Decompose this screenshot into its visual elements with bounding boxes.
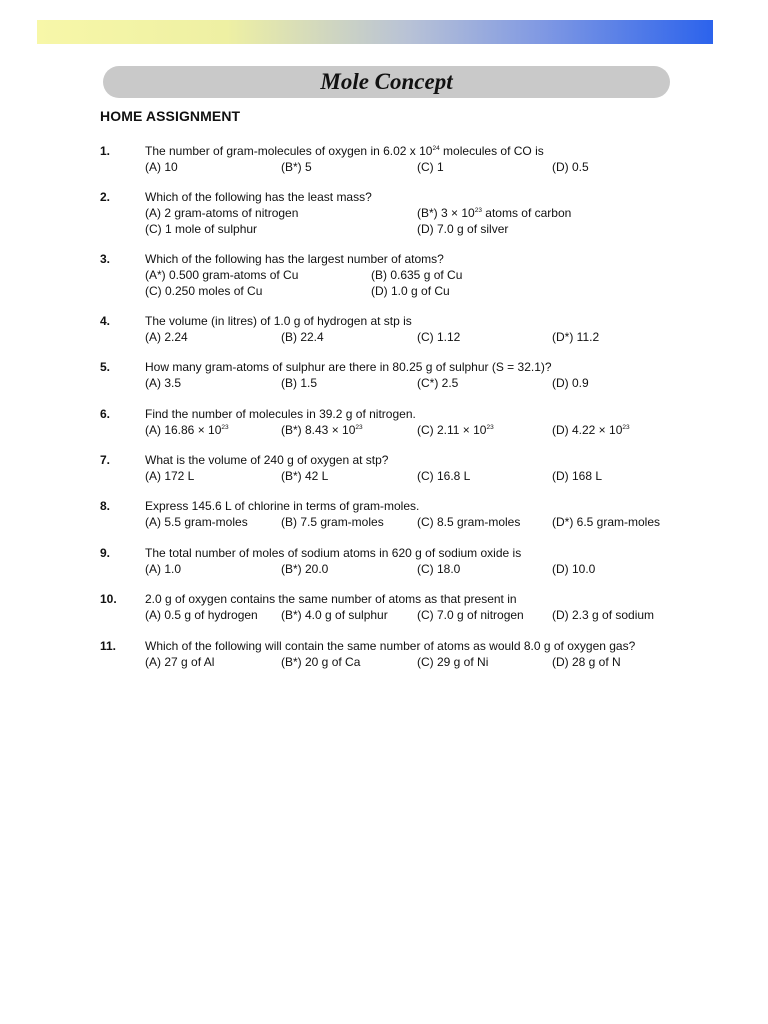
- text-run: (D) 0.9: [552, 376, 589, 390]
- text-run: Find the number of molecules in 39.2 g of nitrogen.: [145, 407, 416, 421]
- superscript: 23: [355, 424, 363, 431]
- answer-option-a: [145, 607, 258, 623]
- answer-option-a: [145, 205, 298, 221]
- answer-option-d: [552, 468, 602, 484]
- answer-option-a: [145, 468, 194, 484]
- answer-option-a: [145, 329, 188, 345]
- text-run: (D) 2.3 g of sodium: [552, 608, 655, 622]
- question-text: [145, 638, 635, 654]
- text-run: (A) 0.5 g of hydrogen: [145, 608, 258, 622]
- text-run: (B*) 8.43 × 10: [281, 423, 356, 437]
- answer-option-d: [552, 607, 654, 623]
- text-run: The total number of moles of sodium atoms in 620 g of sodium oxide is: [145, 546, 522, 560]
- question-number: 11.: [100, 639, 117, 653]
- text-run: (A) 2.24: [145, 330, 188, 344]
- text-run: (B*) 4.0 g of sulphur: [281, 608, 388, 622]
- section-heading: HOME ASSIGNMENT: [100, 108, 241, 124]
- text-run: (C*) 2.5: [417, 376, 459, 390]
- question-text: [145, 313, 412, 329]
- answer-option-c: [145, 221, 257, 237]
- text-run: (A) 172 L: [145, 469, 195, 483]
- text-run: (B*) 5: [281, 160, 312, 174]
- text-run: (A*) 0.500 gram-atoms of Cu: [145, 268, 299, 282]
- text-run: (D) 4.22 × 10: [552, 423, 623, 437]
- question-number: 8.: [100, 499, 111, 513]
- title-banner: [103, 66, 670, 98]
- question-number: 4.: [100, 314, 111, 328]
- text-run: (C) 1: [417, 160, 444, 174]
- question-text: [145, 498, 419, 514]
- question-text: [145, 251, 444, 267]
- answer-option-c: [417, 654, 488, 670]
- question-text: [145, 406, 416, 422]
- answer-option-a: [145, 514, 248, 530]
- answer-option-b: [281, 514, 384, 530]
- text-run: (B) 0.635 g of Cu: [371, 268, 463, 282]
- text-run: (A) 2 gram-atoms of nitrogen: [145, 206, 299, 220]
- answer-option-b: [281, 654, 360, 670]
- answer-option-d: [552, 329, 599, 345]
- text-run: molecules of CO is: [439, 144, 544, 158]
- answer-option-b: [371, 267, 462, 283]
- question-number: 2.: [100, 190, 111, 204]
- answer-option-c: [417, 514, 520, 530]
- text-run: (B*) 42 L: [281, 469, 329, 483]
- text-run: 2.0 g of oxygen contains the same number of atoms as that present in: [145, 592, 517, 606]
- question-text: [145, 359, 552, 375]
- text-run: atoms of carbon: [481, 206, 572, 220]
- text-run: (D) 10.0: [552, 562, 596, 576]
- question-number: 6.: [100, 407, 111, 421]
- answer-option-d: [371, 283, 450, 299]
- text-run: (A) 5.5 gram-moles: [145, 515, 248, 529]
- answer-option-d: [417, 221, 508, 237]
- text-run: (B*) 20.0: [281, 562, 329, 576]
- text-run: (A) 3.5: [145, 376, 182, 390]
- question-text: [145, 143, 544, 159]
- answer-option-a: [145, 375, 181, 391]
- header-gradient-band: [37, 20, 713, 44]
- text-run: (B*) 3 × 10: [417, 206, 475, 220]
- text-run: (C) 18.0: [417, 562, 461, 576]
- text-run: (B) 1.5: [281, 376, 318, 390]
- text-run: The volume (in litres) of 1.0 g of hydrogen at stp is: [145, 314, 412, 328]
- text-run: (D) 1.0 g of Cu: [371, 284, 450, 298]
- answer-option-b: [417, 205, 571, 221]
- answer-option-c: [145, 283, 262, 299]
- answer-option-b: [281, 329, 324, 345]
- text-run: (D) 168 L: [552, 469, 603, 483]
- superscript: 24: [432, 145, 440, 152]
- text-run: (D) 0.5: [552, 160, 589, 174]
- answer-option-d: [552, 514, 660, 530]
- question-number: 10.: [100, 592, 117, 606]
- answer-option-a: [145, 654, 214, 670]
- question-number: 5.: [100, 360, 111, 374]
- answer-option-d: [552, 159, 589, 175]
- question-text: [145, 189, 372, 205]
- text-run: (C) 7.0 g of nitrogen: [417, 608, 524, 622]
- superscript: 23: [486, 424, 494, 431]
- text-run: (D*) 11.2: [552, 330, 600, 344]
- answer-option-c: [417, 375, 458, 391]
- text-run: What is the volume of 240 g of oxygen at stp?: [145, 453, 389, 467]
- answer-option-c: [417, 468, 470, 484]
- text-run: (C) 2.11 × 10: [417, 423, 487, 437]
- answer-option-b: [281, 468, 328, 484]
- text-run: (C) 8.5 gram-moles: [417, 515, 521, 529]
- answer-option-d: [552, 654, 621, 670]
- text-run: Which of the following will contain the same number of atoms as would 8.0 g of oxygen gas?: [145, 639, 636, 653]
- text-run: The number of gram-molecules of oxygen in 6.02 x 10: [145, 144, 433, 158]
- answer-option-d: [552, 561, 595, 577]
- question-number: 1.: [100, 144, 111, 158]
- page-title: Mole Concept: [320, 69, 453, 94]
- text-run: (C) 29 g of Ni: [417, 655, 489, 669]
- text-run: (D) 7.0 g of silver: [417, 222, 509, 236]
- question-text: [145, 545, 521, 561]
- text-run: (C) 1.12: [417, 330, 461, 344]
- answer-option-c: [417, 329, 460, 345]
- question-text: [145, 591, 517, 607]
- answer-option-b: [281, 422, 363, 438]
- text-run: (C) 1 mole of sulphur: [145, 222, 258, 236]
- text-run: (A) 27 g of Al: [145, 655, 215, 669]
- answer-option-c: [417, 561, 460, 577]
- text-run: (B) 7.5 gram-moles: [281, 515, 384, 529]
- answer-option-a: [145, 159, 178, 175]
- question-number: 9.: [100, 546, 111, 560]
- text-run: (B) 22.4: [281, 330, 324, 344]
- text-run: (D*) 6.5 gram-moles: [552, 515, 661, 529]
- text-run: How many gram-atoms of sulphur are there in 80.25 g of sulphur (S = 32.1)?: [145, 360, 552, 374]
- answer-option-b: [281, 561, 328, 577]
- answer-option-d: [552, 422, 630, 438]
- question-text: [145, 452, 388, 468]
- superscript: 23: [622, 424, 630, 431]
- answer-option-c: [417, 159, 444, 175]
- text-run: (C) 0.250 moles of Cu: [145, 284, 263, 298]
- answer-option-c: [417, 422, 494, 438]
- text-run: (A) 1.0: [145, 562, 182, 576]
- answer-option-c: [417, 607, 524, 623]
- superscript: 23: [474, 207, 482, 214]
- text-run: (D) 28 g of N: [552, 655, 621, 669]
- text-run: Which of the following has the largest number of atoms?: [145, 252, 444, 266]
- answer-option-a: [145, 561, 181, 577]
- question-number: 3.: [100, 252, 111, 266]
- question-number: 7.: [100, 453, 111, 467]
- text-run: (B*) 20 g of Ca: [281, 655, 361, 669]
- text-run: Express 145.6 L of chlorine in terms of gram-moles.: [145, 499, 420, 513]
- text-run: (C) 16.8 L: [417, 469, 471, 483]
- text-run: (A) 16.86 × 10: [145, 423, 222, 437]
- answer-option-b: [281, 159, 312, 175]
- superscript: 23: [221, 424, 229, 431]
- answer-option-a: [145, 267, 298, 283]
- answer-option-b: [281, 375, 317, 391]
- answer-option-d: [552, 375, 589, 391]
- text-run: (A) 10: [145, 160, 178, 174]
- answer-option-b: [281, 607, 388, 623]
- text-run: Which of the following has the least mass?: [145, 190, 372, 204]
- answer-option-a: [145, 422, 229, 438]
